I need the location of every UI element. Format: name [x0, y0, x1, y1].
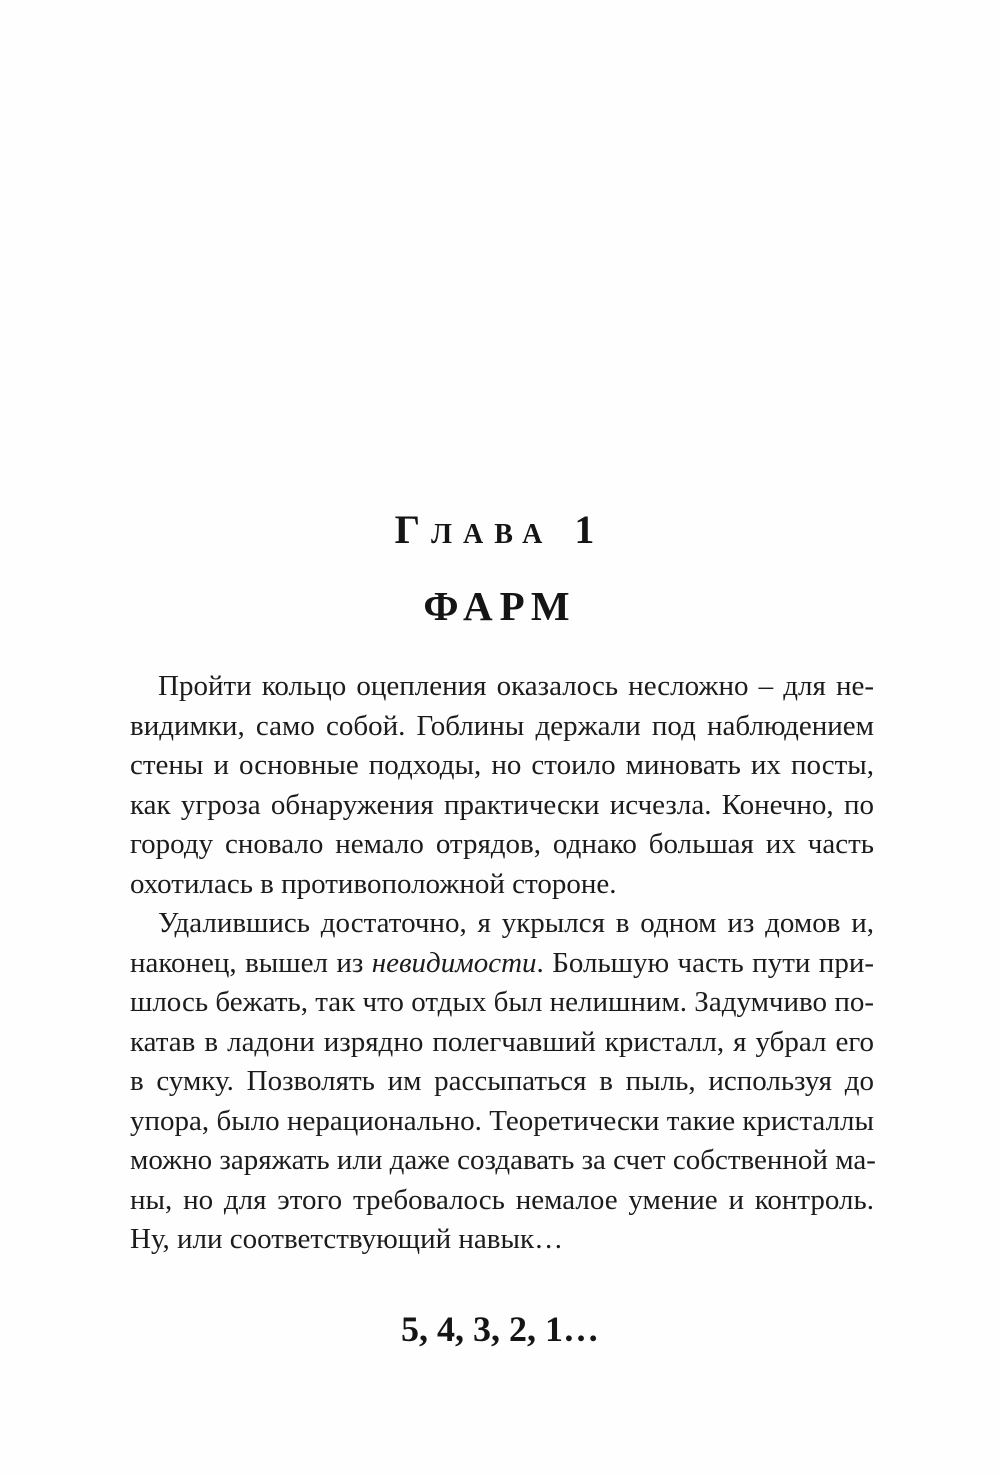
text-line: Удалившись достаточно, я укрылся в одном из домов и, — [158, 907, 874, 939]
line-text-before: наконец, вышел из — [130, 946, 372, 979]
text-line: Ну, или соответствующий навык… — [130, 1223, 564, 1255]
chapter-title-heading: ФАРМ — [423, 583, 577, 629]
text-line: ны, но для этого требовалось немалое умение и контроль. — [130, 1183, 874, 1216]
text-line: упора, было нерационально. Теоретически такие кристаллы — [130, 1104, 874, 1137]
line-text-after: . Большую часть пути при- — [536, 946, 874, 979]
text-line: городу сновало немало отрядов, однако большая их часть — [130, 828, 874, 860]
emphasized-word: невидимости — [371, 946, 537, 979]
countdown-heading: 5, 4, 3, 2, 1… — [401, 1309, 599, 1349]
text-line: охотилась в противоположной стороне. — [130, 867, 617, 900]
text-line: в сумку. Позволять им рассыпаться в пыль, используя до — [130, 1065, 874, 1097]
text-line-with-emphasis — [130, 944, 874, 984]
paragraph — [130, 667, 874, 904]
text-line: стены и основные подходы, но стоило миновать их посты, — [130, 749, 874, 781]
paragraph — [130, 904, 874, 1260]
text-line: как угроза обнаружения практически исчезла. Конечно, по — [130, 788, 874, 821]
text-line: видимки, само собой. Гоблины держали под наблюдением — [130, 709, 874, 742]
text-line: шлось бежать, так что отдых был нелишним. Задумчиво по- — [130, 986, 874, 1018]
text-line: можно заряжать или даже создавать за счет собственной ма- — [130, 1144, 876, 1176]
line-text: Пройти кольцо оцепления оказалось несложно – для не- — [158, 670, 874, 702]
chapter-body — [130, 667, 874, 1260]
chapter-number-heading: Глава 1 — [394, 507, 606, 552]
text-line: катав в ладони изрядно полегчавший кристалл, я убрал его — [130, 1025, 874, 1058]
text-line — [130, 667, 874, 707]
